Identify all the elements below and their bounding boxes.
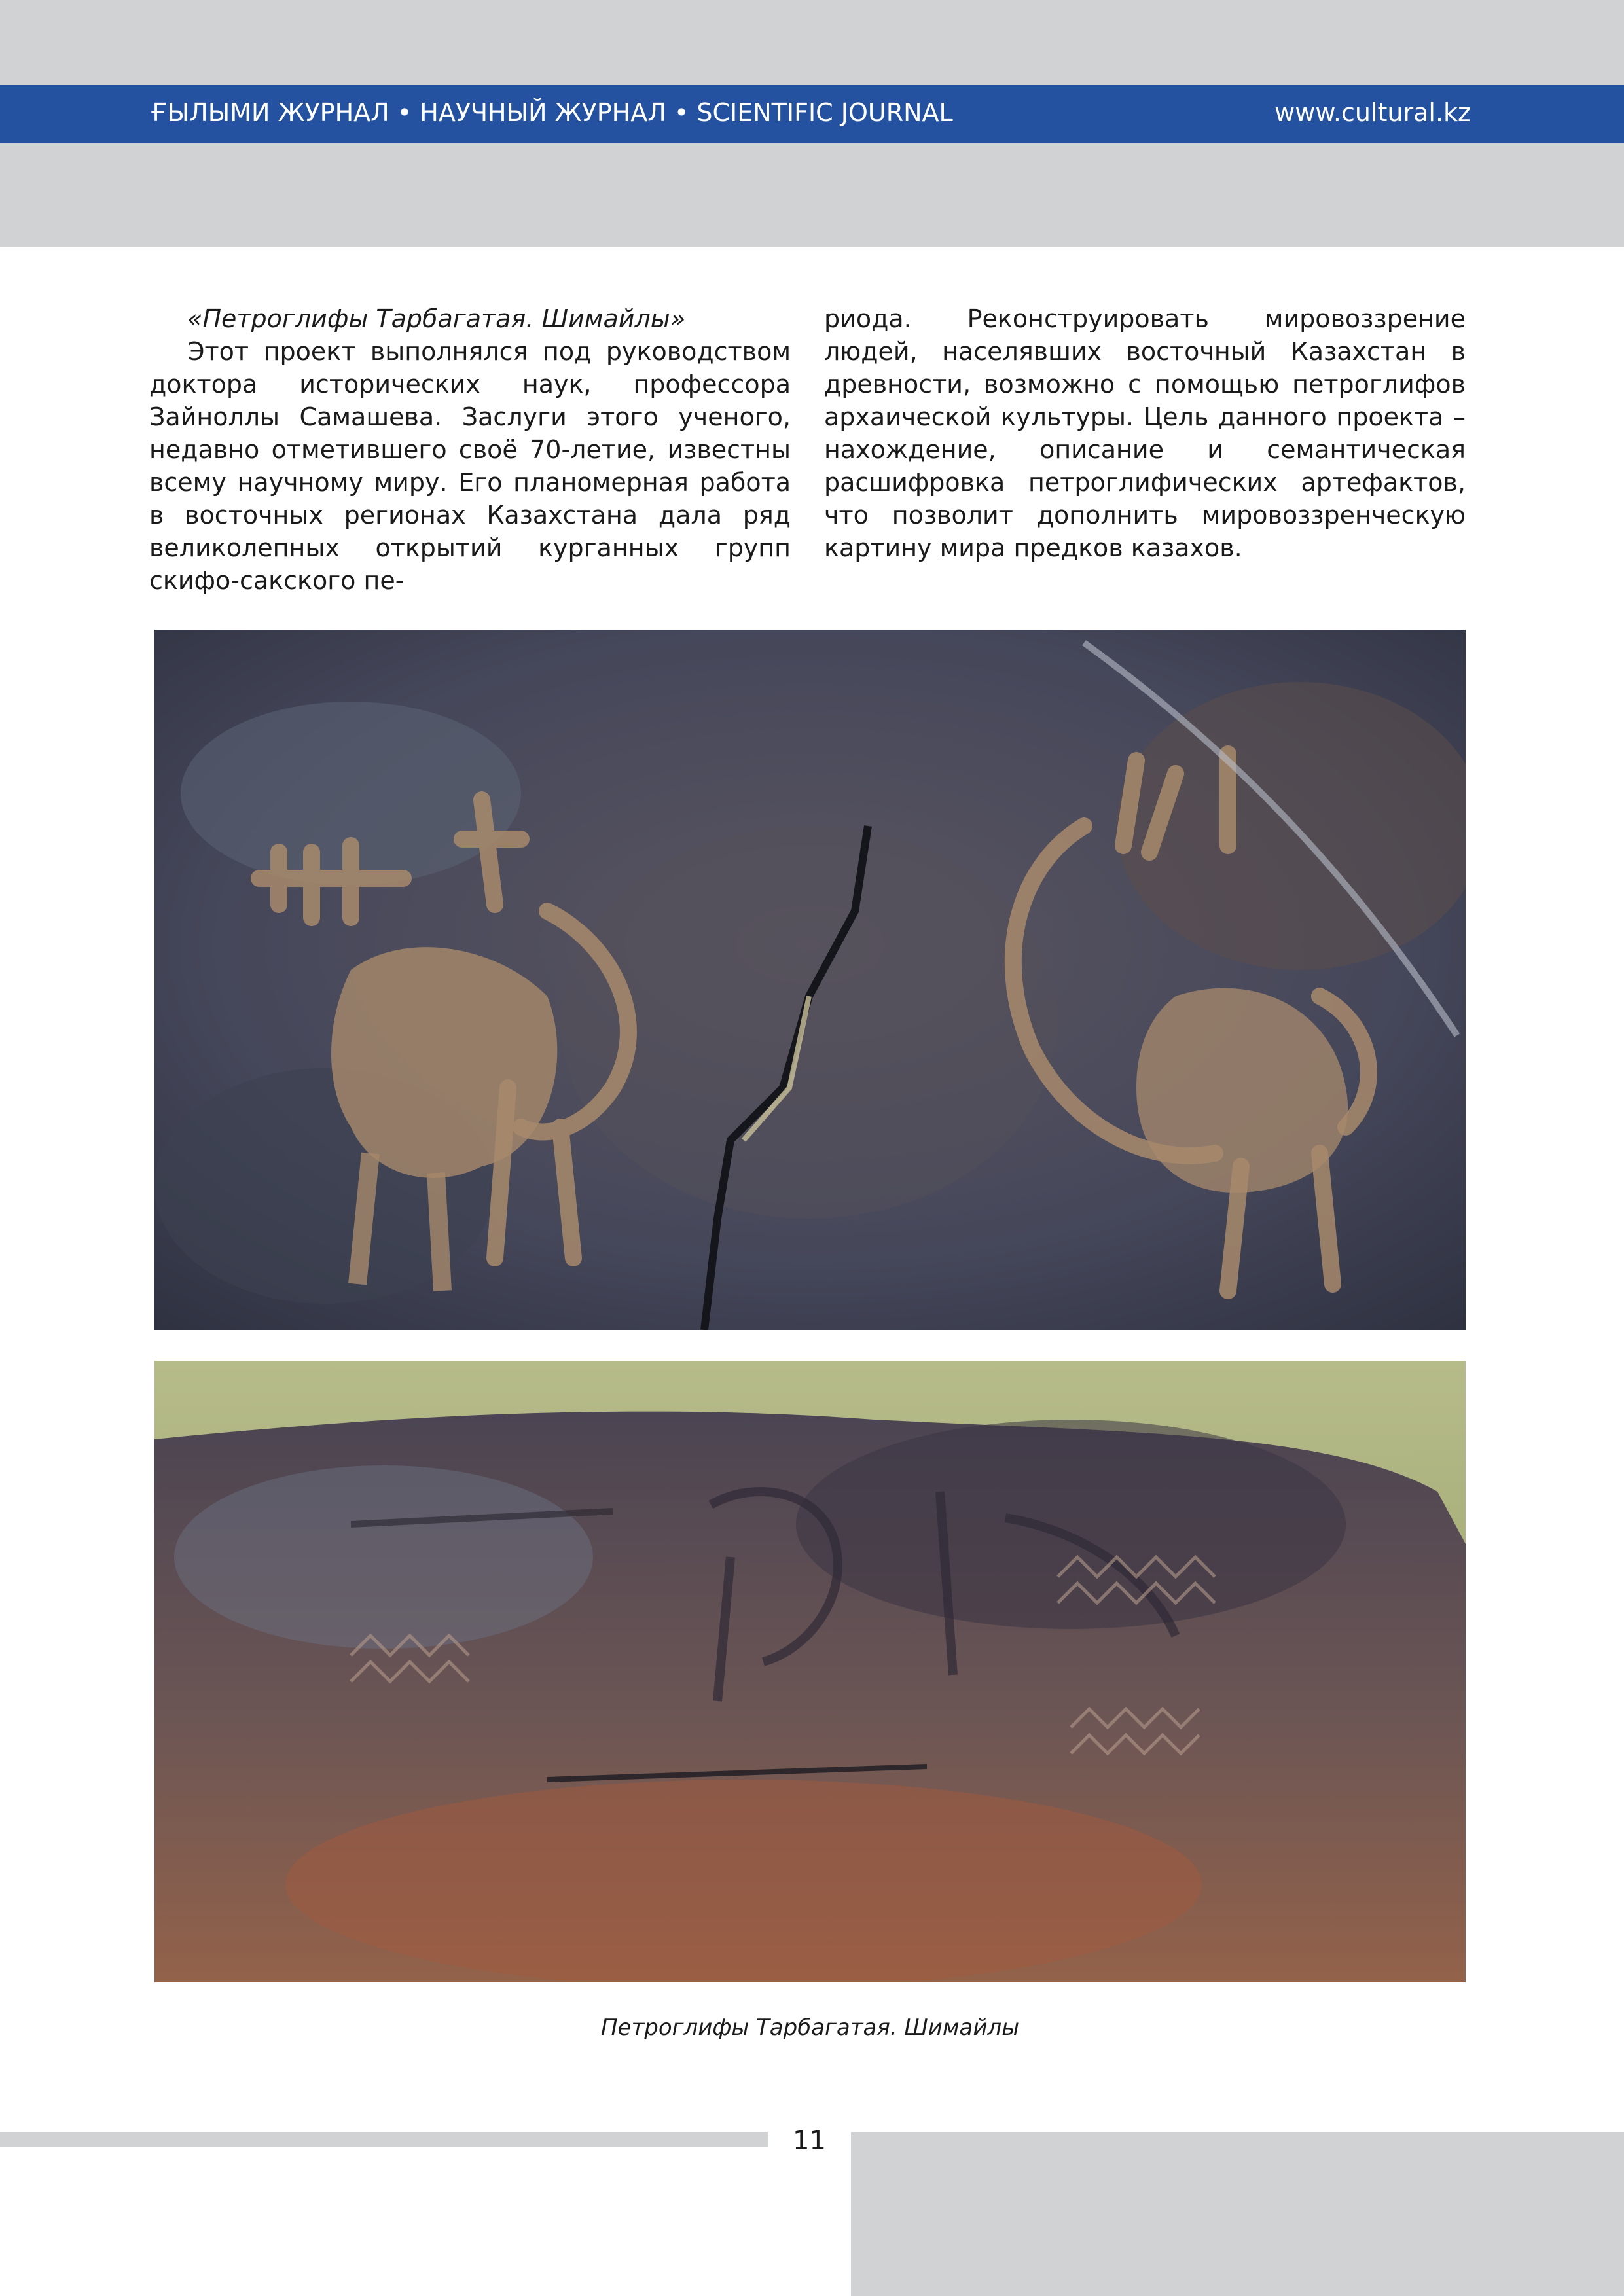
paragraph-left: Этот проект выполнялся под руководством доктора исторических наук, профессора Зайноллы Самашева. Заслуги этого ученого, недавно отметившего своё 70-летие, известны всему научному миру. Его планомерная работа в восточных регионах Казахстана дала ряд великолепных открытий курганных групп скифо-сакского пе-	[149, 337, 791, 595]
footer-block-right	[851, 2132, 1624, 2296]
footer-bar-left	[0, 2132, 768, 2147]
petroglyph-photo-top	[154, 630, 1466, 1330]
text-column-left	[149, 302, 791, 597]
article-subtitle: «Петроглифы Тарбагатая. Шимайлы»	[187, 304, 686, 333]
petroglyph-photo-bottom	[154, 1361, 1466, 1982]
paragraph-right: риода. Реконструировать мировоззрение людей, населявших восточный Казахстан в древности, возможно с помощью петроглифов архаической культуры. Цель данного проекта – нахождение, описание и семантическая расшифровка петроглифических артефактов, что позволит дополнить мировоззренческую картину мира предков казахов.	[824, 304, 1466, 562]
text-column-right	[824, 302, 1466, 564]
website-link[interactable]: www.cultural.kz	[1274, 98, 1471, 127]
photo-caption: Петроглифы Тарбагатая. Шимайлы	[600, 2015, 1020, 2041]
journal-title: ҒЫЛЫМИ ЖУРНАЛ • НАУЧНЫЙ ЖУРНАЛ • SCIENTIFIC JOURNAL	[151, 98, 953, 127]
page-number: 11	[793, 2126, 826, 2156]
journal-header-bar	[0, 85, 1624, 143]
